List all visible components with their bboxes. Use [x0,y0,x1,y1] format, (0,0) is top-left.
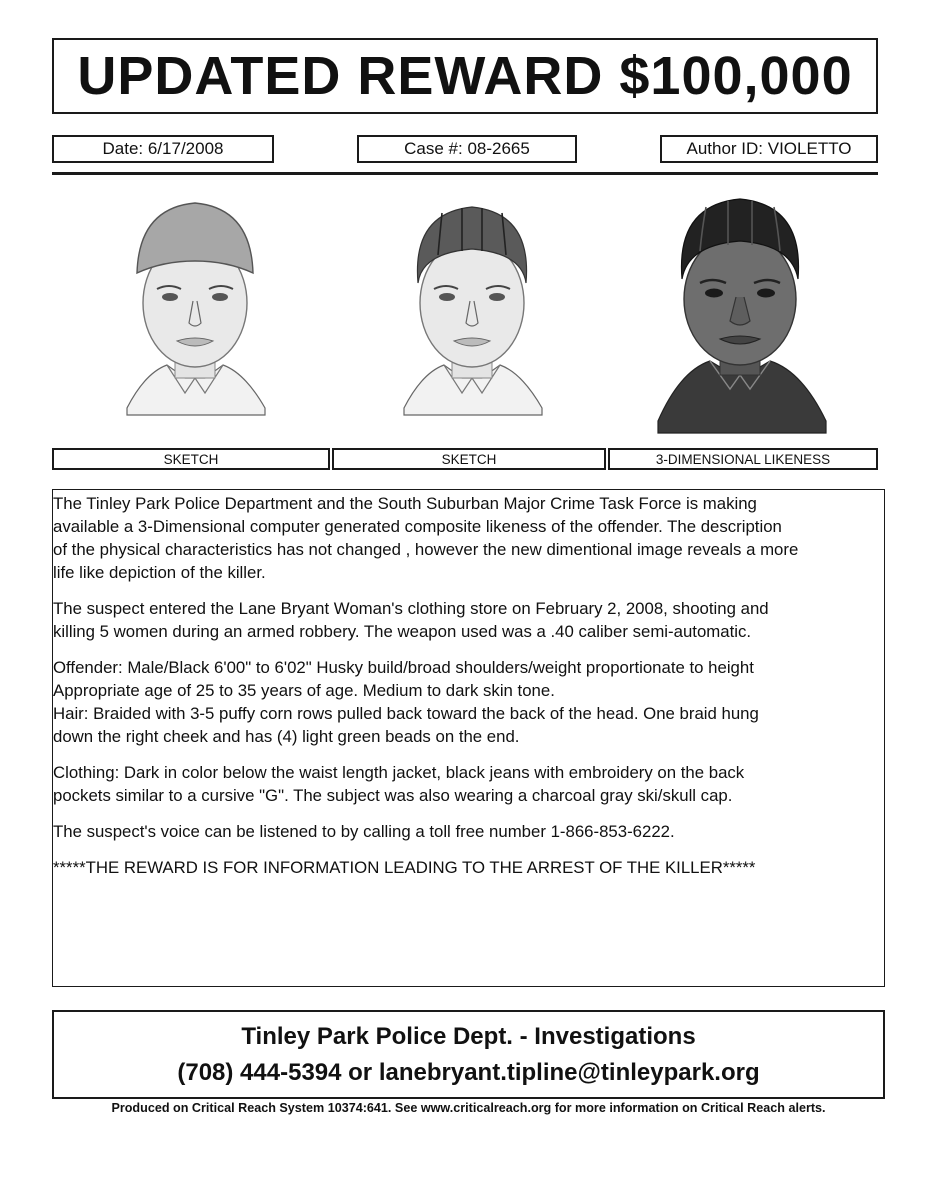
clothing-line: Clothing: Dark in color below the waist length jacket, black jeans with embroidery on the back [53,763,745,782]
author-id-field: Author ID: VIOLETTO [660,135,878,163]
page-title: UPDATED REWARD $100,000 [77,46,853,106]
caption-3d-likeness: 3-DIMENSIONAL LIKENESS [608,448,878,470]
reward-line: *****THE REWARD IS FOR INFORMATION LEADING TO THE ARREST OF THE KILLER***** [53,858,756,877]
department-name: Tinley Park Police Dept. - Investigations [241,1022,696,1050]
caption-sketch-1: SKETCH [52,448,330,470]
voice-paragraph [53,820,884,843]
description-line: available a 3-Dimensional computer generated composite likeness of the offender. The description [53,517,782,536]
date-field: Date: 6/17/2008 [52,135,274,163]
reward-notice [53,856,884,879]
clothing-line: pockets similar to a cursive "G". The subject was also wearing a charcoal gray ski/skull cap. [53,786,733,805]
caption-sketch-2: SKETCH [332,448,606,470]
incident-line: killing 5 women during an armed robbery. The weapon used was a .40 caliber semi-automatic. [53,622,752,641]
offender-paragraph [53,656,884,702]
description-box [52,489,885,987]
clothing-paragraph [53,761,884,807]
sketch-portrait-braided [382,193,562,443]
3d-likeness-portrait [650,193,830,443]
offender-line: Appropriate age of 25 to 35 years of age. Medium to dark skin tone. [53,681,555,700]
description-line: The Tinley Park Police Department and the South Suburban Major Crime Task Force is making [53,494,757,513]
incident-paragraph [53,597,884,643]
hair-line: down the right cheek and has (4) light green beads on the end. [53,727,520,746]
description-paragraph [53,492,884,584]
description-line: of the physical characteristics has not changed , however the new dimentional image reveals a more [53,540,799,559]
title-box [52,38,878,114]
description-line: life like depiction of the killer. [53,563,266,582]
divider [52,172,878,175]
contact-info: (708) 444-5394 or lanebryant.tipline@tinleypark.org [177,1058,760,1086]
contact-box [52,1010,885,1099]
offender-line: Offender: Male/Black 6'00" to 6'02" Husky build/broad shoulders/weight proportionate to height [53,658,754,677]
hair-line: Hair: Braided with 3-5 puffy corn rows pulled back toward the back of the head. One braid hung [53,704,759,723]
case-number-field: Case #: 08-2665 [357,135,577,163]
incident-line: The suspect entered the Lane Bryant Woman's clothing store on February 2, 2008, shooting and [53,599,769,618]
sketch-portrait-with-cap [105,193,285,443]
produced-note: Produced on Critical Reach System 10374:641. See www.criticalreach.org for more information on Critical Reach alerts. [111,1101,826,1115]
hair-paragraph [53,702,884,748]
voice-line: The suspect's voice can be listened to by calling a toll free number 1-866-853-6222. [53,822,675,841]
